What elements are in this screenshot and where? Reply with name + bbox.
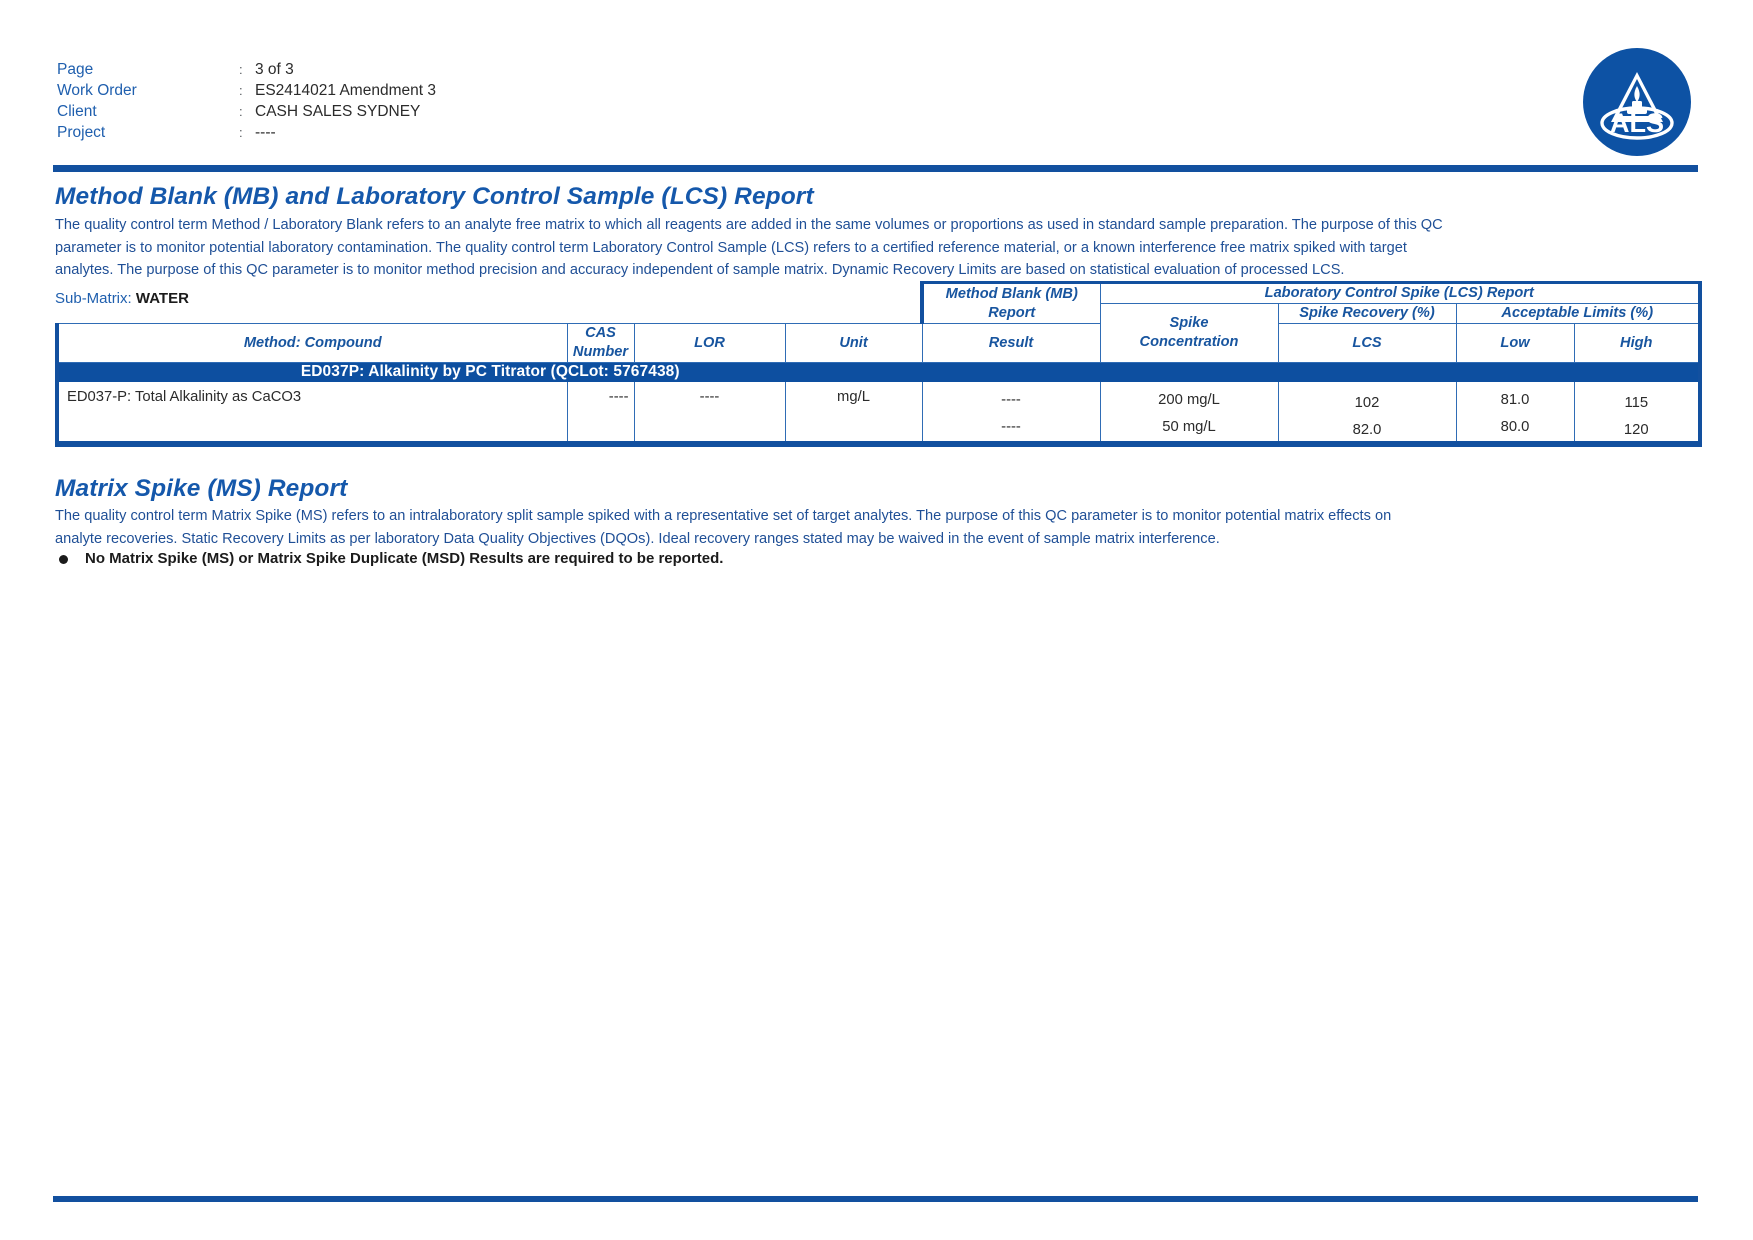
cell-lcs-2: 82.0: [1352, 421, 1382, 438]
sub-matrix-caption: Sub-Matrix:: [55, 290, 132, 307]
method-blank-section-title: Method Blank (MB) and Laboratory Control Sample (LCS) Report: [55, 183, 814, 210]
col-spike-concentration-line1: Spike: [1169, 315, 1209, 331]
table-subgroup-spacer: [57, 304, 922, 324]
header-meta-row-project: [57, 125, 436, 146]
ms-para-line-2: analyte recoveries. Static Recovery Limits as per laboratory Data Quality Objectives (DQOs). Ideal recovery ranges stated may be waived in the event of sample matrix interference.: [55, 530, 1220, 547]
method-band-label: ED037P: Alkalinity by PC Titrator (QCLot: 5767438): [57, 363, 922, 382]
matrix-spike-bullet-text: No Matrix Spike (MS) or Matrix Spike Duplicate (MSD) Results are required to be reported.: [85, 550, 724, 567]
col-acceptable-limits: Acceptable Limits (%): [1456, 304, 1700, 324]
header-label-page: Page: [57, 61, 94, 78]
method-band-filler-5: [1574, 363, 1700, 382]
header-meta-row-work-order: [57, 83, 436, 104]
col-spike-recovery: Spike Recovery (%): [1278, 304, 1456, 324]
cell-lor: ----: [634, 382, 785, 445]
header-divider-rule: [53, 165, 1698, 172]
document-header: [57, 62, 1697, 146]
header-value-page: 3 of 3: [255, 61, 294, 78]
col-group-method-blank-line1: Method Blank (MB): [945, 285, 1078, 302]
col-spike-concentration: [1100, 304, 1278, 363]
cell-unit: mg/L: [785, 382, 922, 445]
col-lcs: LCS: [1278, 324, 1456, 363]
col-group-lcs-report: Laboratory Control Spike (LCS) Report: [1100, 283, 1700, 304]
header-value-client: CASH SALES SYDNEY: [255, 103, 421, 120]
header-colon-page: :: [239, 62, 243, 77]
method-band-filler-1: [922, 363, 1100, 382]
cell-limit-high-1: 115: [1624, 394, 1649, 411]
cell-limit-high-2: 120: [1623, 421, 1649, 438]
matrix-spike-section-title: Matrix Spike (MS) Report: [55, 475, 348, 502]
col-group-method-blank-line2: Report: [988, 304, 1036, 321]
table-row: [57, 382, 1700, 445]
header-label-client: Client: [57, 103, 97, 120]
cell-mb-result-2: ----: [1001, 419, 1021, 435]
cell-lcs-stack: [1279, 385, 1456, 439]
als-logo-text: ALS: [1610, 108, 1664, 138]
col-spike-concentration-line2: Concentration: [1139, 334, 1239, 350]
cell-limit-low-1: 81.0: [1500, 392, 1530, 408]
cell-limit-low-2: 80.0: [1500, 419, 1530, 435]
method-band-filler-3: [1278, 363, 1456, 382]
cell-spike-concentration: [1100, 382, 1278, 445]
header-meta-row-page: [57, 62, 436, 83]
cell-mb-result-stack: [923, 387, 1100, 436]
table-group-spacer: [57, 283, 922, 304]
col-mb-result: Result: [922, 324, 1100, 363]
cell-lcs-1: 102: [1354, 394, 1380, 411]
header-colon-client: :: [239, 104, 243, 119]
cell-cas-number: ----: [567, 382, 634, 445]
method-blank-description: [55, 214, 1698, 282]
col-limit-high: High: [1574, 324, 1700, 363]
table-column-header-row: [57, 324, 1700, 363]
cell-mb-result-1: ----: [1001, 392, 1021, 408]
method-band-filler-2: [1100, 363, 1278, 382]
header-label-work-order: Work Order: [57, 82, 137, 99]
table-method-band-row: [57, 363, 1700, 382]
col-limit-low: Low: [1456, 324, 1574, 363]
col-group-method-blank: [922, 283, 1100, 324]
method-band-filler-4: [1456, 363, 1574, 382]
als-logo-icon: [1583, 48, 1691, 156]
sub-matrix-value: WATER: [135, 290, 189, 307]
cell-spike-concentration-2: 50 mg/L: [1162, 419, 1216, 435]
header-colon-work-order: :: [239, 83, 243, 98]
matrix-spike-description: [55, 505, 1698, 550]
col-method-compound: Method: Compound: [57, 324, 567, 363]
cell-limit-low-stack: [1457, 387, 1574, 436]
header-value-project: ----: [255, 124, 276, 141]
header-meta-table: [57, 62, 436, 146]
mb-para-line-1: The quality control term Method / Laboratory Blank refers to an analyte free matrix to which all reagents are added in the same volumes or proportions as used in standard sample preparation. The purpose of this QC: [55, 217, 1443, 233]
header-label-project: Project: [57, 124, 106, 141]
cell-compound: ED037-P: Total Alkalinity as CaCO3: [57, 382, 567, 445]
cell-limit-low: [1456, 382, 1574, 445]
cell-mb-result: [922, 382, 1100, 445]
col-cas-number: CAS Number: [567, 324, 634, 363]
header-meta-row-client: [57, 104, 436, 125]
mb-para-line-2: parameter is to monitor potential laboratory contamination. The quality control term Laboratory Control Sample (LCS) refers to a certified reference material, or a known interference free matrix spiked with target: [55, 239, 1407, 256]
ms-para-line-1: The quality control term Matrix Spike (MS) refers to an intralaboratory split sample spiked with a representative set of target analytes. The purpose of this QC parameter is to monitor potential matrix effects on: [55, 508, 1392, 524]
col-lor: LOR: [634, 324, 785, 363]
cell-spike-concentration-stack: [1101, 387, 1278, 436]
header-value-work-order: ES2414021 Amendment 3: [255, 82, 436, 99]
matrix-spike-bullet-item: [59, 550, 723, 567]
table-group-header-row: [57, 283, 1700, 304]
cell-spike-concentration-1: 200 mg/L: [1158, 392, 1220, 408]
header-colon-project: :: [239, 125, 243, 140]
cell-lcs: [1278, 382, 1456, 445]
mb-para-line-3: analytes. The purpose of this QC parameter is to monitor method precision and accuracy independent of sample matrix. Dynamic Recovery Limits are based on statistical evaluation of processed LCS.: [55, 262, 1345, 278]
qc-results-table: [55, 281, 1702, 447]
col-unit: Unit: [785, 324, 922, 363]
cell-limit-high-stack: [1575, 385, 1699, 439]
footer-divider-rule: [53, 1196, 1698, 1202]
cell-limit-high: [1574, 382, 1700, 445]
bullet-point-icon: [59, 555, 68, 564]
table-subgroup-header-row: [57, 304, 1700, 324]
